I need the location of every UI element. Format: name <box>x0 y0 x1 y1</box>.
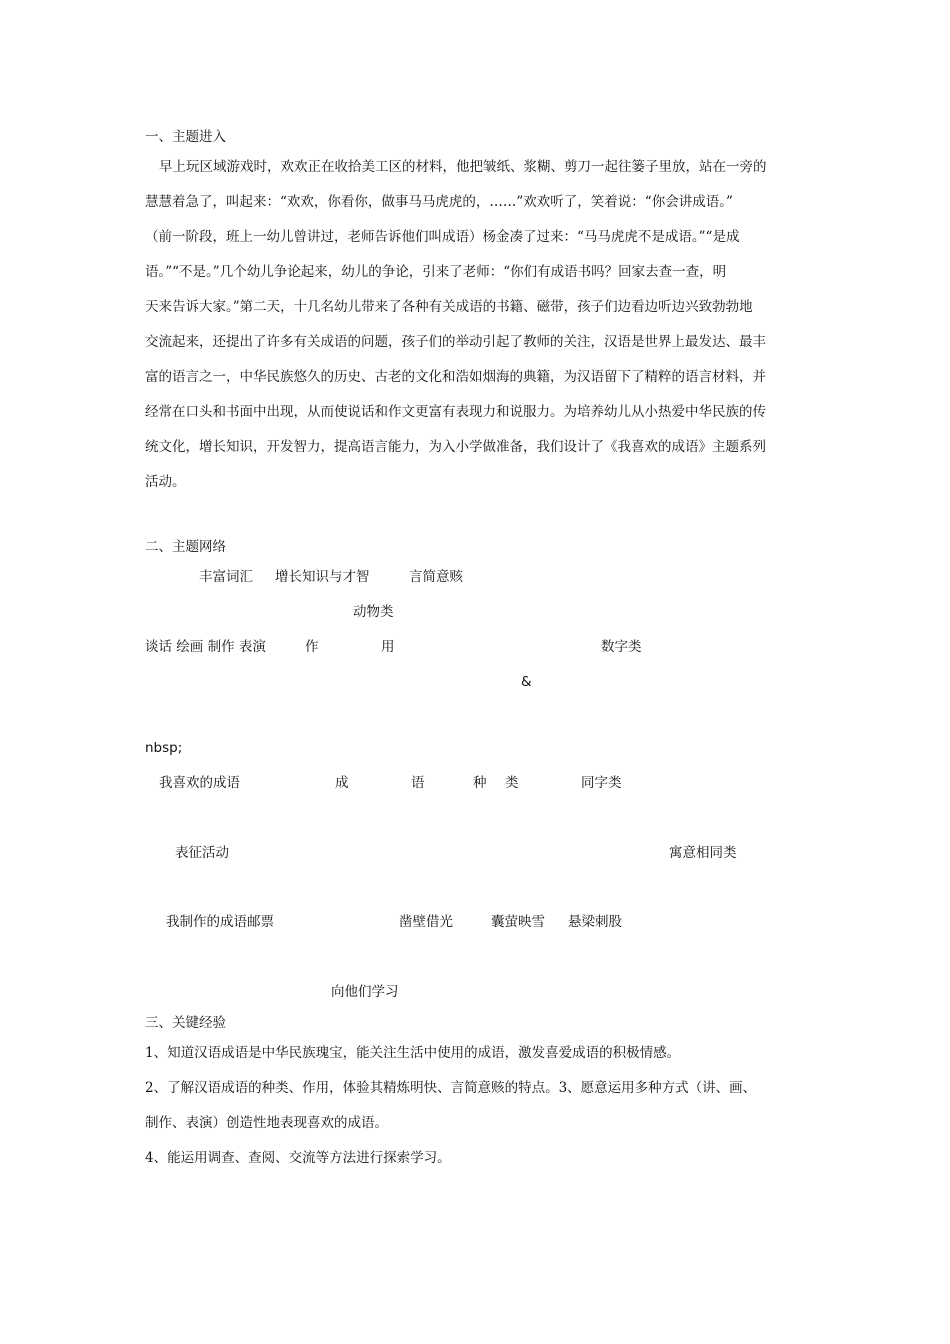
key-experience-item: 2、了解汉语成语的种类、作用，体验其精炼明快、言简意赅的特点。3、愿意运用多种方式（讲、画、 <box>145 1080 757 1096</box>
section1-heading: 一、主题进入 <box>145 129 226 145</box>
stray-nbsp: nbsp; <box>145 740 183 756</box>
network-node: 动物类 <box>353 604 394 620</box>
key-experience-item: 制作、表演）创造性地表现喜欢的成语。 <box>145 1115 388 1131</box>
network-node: 囊萤映雪 <box>491 914 545 930</box>
section1-line: 富的语言之一，中华民族悠久的历史、古老的文化和浩如烟海的典籍，为汉语留下了精粹的语言材料，并 <box>145 369 766 385</box>
network-node: 丰富词汇 <box>199 569 253 585</box>
stray-ampersand: & <box>521 674 532 690</box>
section1-line: 统文化，增长知识，开发智力，提高语言能力，为入小学做准备，我们设计了《我喜欢的成语》主题系列 <box>145 439 766 455</box>
network-node: 悬梁刺股 <box>568 914 622 930</box>
network-node: 用 <box>381 639 395 655</box>
section1-line: （前一阶段，班上一幼儿曾讲过，老师告诉他们叫成语）杨金凑了过来：“马马虎虎不是成语。”“是成 <box>145 229 740 245</box>
section1-line: 慧慧着急了，叫起来：“欢欢，你看你，做事马马虎虎的，……”欢欢听了，笑着说：“你会讲成语。” <box>145 194 733 210</box>
section1-line: 经常在口头和书面中出现，从而使说话和作文更富有表现力和说服力。为培养幼儿从小热爱中华民族的传 <box>145 404 766 420</box>
network-node: 语 <box>411 775 425 791</box>
network-node: 表征活动 <box>175 845 229 861</box>
network-node: 作 <box>305 639 319 655</box>
section1-line: 语。”“不是。”几个幼儿争论起来，幼儿的争论，引来了老师：“你们有成语书吗？回家去查一查，明 <box>145 264 727 280</box>
network-node: 向他们学习 <box>331 984 399 1000</box>
network-node: 种 <box>473 775 487 791</box>
section2-heading: 二、主题网络 <box>145 539 226 555</box>
network-node: 同字类 <box>581 775 622 791</box>
key-experience-item: 4、能运用调查、查阅、交流等方法进行探索学习。 <box>145 1150 451 1166</box>
network-node: 谈话 绘画 制作 表演 <box>145 639 266 655</box>
section1-line: 交流起来，还提出了许多有关成语的问题，孩子们的举动引起了教师的关注，汉语是世界上最发达、最丰 <box>145 334 766 350</box>
section1-line: 早上玩区域游戏时，欢欢正在收拾美工区的材料，他把皱纸、浆糊、剪刀一起往篓子里放，站在一旁的 <box>159 159 767 175</box>
network-node: 数字类 <box>601 639 642 655</box>
network-node: 类 <box>505 775 519 791</box>
section1-line: 天来告诉大家。”第二天，十几名幼儿带来了各种有关成语的书籍、磁带，孩子们边看边听边兴致勃勃地 <box>145 299 753 315</box>
network-node: 增长知识与才智 <box>275 569 370 585</box>
network-root: 我喜欢的成语 <box>159 775 240 791</box>
section1-line: 活动。 <box>145 474 186 490</box>
network-node: 成 <box>335 775 349 791</box>
section3-heading: 三、关键经验 <box>145 1015 226 1031</box>
network-node: 言简意赅 <box>409 569 463 585</box>
network-node: 凿壁借光 <box>399 914 453 930</box>
key-experience-item: 1、知道汉语成语是中华民族瑰宝，能关注生活中使用的成语，激发喜爱成语的积极情感。 <box>145 1045 681 1061</box>
network-node: 我制作的成语邮票 <box>166 914 274 930</box>
network-node: 寓意相同类 <box>669 845 737 861</box>
